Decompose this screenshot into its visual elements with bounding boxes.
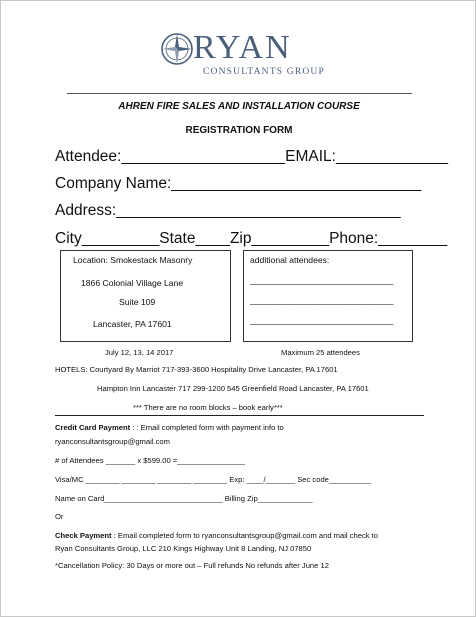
location-line-4: Lancaster, PA 17601 [93,319,172,329]
maximum-attendees: Maximum 25 attendees [281,348,360,357]
city-state-zip-phone-field[interactable]: City_________State____Zip_________Phone:________ [55,230,448,247]
course-dates: July 12, 13, 14 2017 [105,348,174,357]
logo-subtitle: CONSULTANTS GROUP [203,67,325,77]
attendee-email-field[interactable]: Attendee:___________________EMAIL:_____________ [55,148,449,165]
credit-card-payment-line [55,423,284,432]
additional-attendee-line-3[interactable]: ______________________________ [250,315,394,325]
additional-attendees-box [243,250,413,342]
hotel-line-1: HOTELS: Courtyard By Marriot 717-393-3600 Hospitality Drive Lancaster, PA 17601 [55,365,338,374]
location-line-3: Suite 109 [119,297,156,307]
credit-card-payment-label: Credit Card Payment [55,423,131,432]
name-on-card-field[interactable]: Name on Card____________________________ Billing Zip_____________ [55,494,313,503]
check-payment-line [55,531,378,540]
form-title: REGISTRATION FORM [185,125,293,136]
logo-name: RYAN [193,29,292,66]
attendees-total-field[interactable]: # of Attendees _______ x $599.00 =________________ [55,456,245,465]
payment-email: ryanconsultantsgroup@gmail.com [55,437,170,446]
cancellation-policy: *Cancellation Policy: 30 Days or more out – Full refunds No refunds after June 12 [55,561,329,570]
location-line-2: 1866 Colonial Village Lane [81,278,184,288]
check-payment-text: : Email completed form to ryanconsultantsgroup@gmail.com and mail check to [111,531,378,540]
location-line-1: Location: Smokestack Masonry [73,255,193,265]
ryan-logo [159,31,339,83]
additional-attendee-line-1[interactable]: ______________________________ [250,275,394,285]
or-text: Or [55,512,64,521]
header-divider [67,93,412,94]
course-title: AHREN FIRE SALES AND INSTALLATION COURSE [118,101,360,112]
address-field[interactable]: Address:_________________________________ [55,202,401,219]
location-box [60,250,231,342]
check-payment-label: Check Payment [55,531,112,540]
payment-divider [55,415,424,416]
check-address: Ryan Consultants Group, LLC 210 Kings Highway Unit 8 Landing, NJ 07850 [55,544,312,553]
room-blocks-note: *** There are no room blocks – book early*** [133,403,283,412]
hotel-line-2: Hampton Inn Lancaster 717 299-1200 545 Greenfield Road Lancaster, PA 17601 [97,384,369,393]
company-name-field[interactable]: Company Name:_____________________________ [55,175,422,192]
card-number-field[interactable]: Visa/MC ________ ________ ________ ________ Exp: ____/_______ Sec code__________ [55,475,372,484]
additional-attendees-label: additional attendees: [250,255,330,265]
compass-logo-icon [159,31,195,67]
credit-card-payment-text: : : Email completed form with payment info to [130,423,284,432]
additional-attendee-line-2[interactable]: ______________________________ [250,295,394,305]
